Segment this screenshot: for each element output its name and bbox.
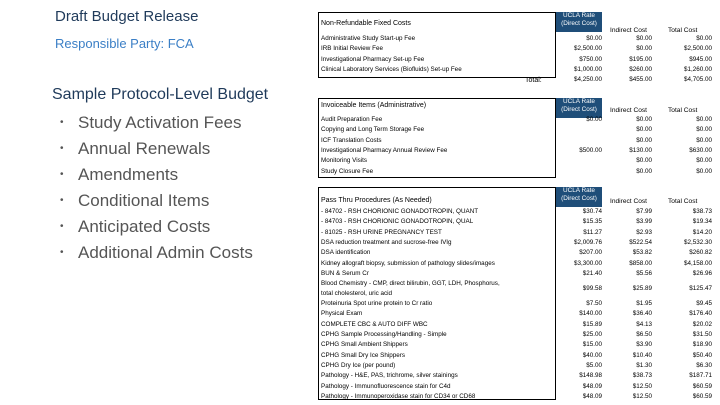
total-cost-cell: $125.47 — [689, 285, 712, 293]
ucla-rate-header: UCLA Rate (Direct Cost) — [556, 187, 602, 207]
row-label: Kidney allograft biopsy, submission of pathology slides/images — [321, 259, 495, 267]
bullet-icon: • — [60, 117, 64, 128]
row-label: Proteinuria Spot urine protein to Cr ratio — [321, 300, 433, 308]
bullet-text: Study Activation Fees — [78, 113, 242, 132]
row-label: COMPLETE CBC & AUTO DIFF WBC — [321, 320, 428, 328]
direct-cost-cell: $0.00 — [586, 116, 602, 123]
table-row — [318, 228, 716, 238]
direct-cost-cell: $48.09 — [582, 382, 602, 390]
table-row — [318, 382, 716, 392]
direct-cost-cell: $30.74 — [582, 208, 602, 215]
indirect-cost-cell: $0.00 — [636, 157, 652, 165]
direct-cost-cell: $500.00 — [579, 146, 602, 154]
indirect-cost-cell: $4.13 — [636, 320, 652, 328]
row-label: DSA reduction treatment and sucrose-free IVIg — [321, 238, 452, 246]
total-cost-cell: $4,158.00 — [683, 259, 712, 267]
indirect-cost-cell: $36.40 — [632, 310, 652, 318]
total-cost-cell: $19.34 — [692, 218, 712, 226]
table-row — [318, 115, 716, 125]
bullet-item — [60, 240, 253, 266]
total-cost-cell: $0.00 — [696, 167, 712, 175]
table-row — [318, 320, 716, 330]
slide-left-panel — [0, 0, 300, 405]
bullet-item — [60, 162, 253, 188]
indirect-cost-cell: $0.00 — [636, 167, 652, 175]
direct-cost-cell: $99.58 — [582, 285, 602, 293]
direct-cost-cell: $40.00 — [582, 351, 602, 359]
indirect-cost-cell: $10.40 — [632, 351, 652, 359]
indirect-cost-cell: $0.00 — [636, 35, 652, 42]
indirect-cost-cell: $3.90 — [636, 341, 652, 349]
invoiceable-items-table — [318, 98, 716, 178]
direct-cost-cell: $750.00 — [579, 55, 602, 63]
table-row — [318, 361, 716, 371]
total-cost-cell: $18.90 — [692, 341, 712, 349]
row-label: CPHG Dry Ice (per pound) — [321, 361, 396, 369]
row-label: IRB Initial Review Fee — [321, 45, 383, 53]
responsible-party: Responsible Party: FCA — [55, 36, 194, 51]
row-label: Pathology - Immunoperoxidase stain for CD34 or CD68 — [321, 392, 476, 400]
total-label: Total: — [525, 77, 542, 84]
total-cost-cell: $31.50 — [692, 331, 712, 338]
direct-cost-cell: $21.40 — [582, 269, 602, 277]
total-cost-cell: $20.02 — [692, 320, 712, 328]
total-cost-cell: $0.00 — [696, 116, 712, 123]
indirect-cost-cell: $1.95 — [636, 300, 652, 308]
bullet-text: Annual Renewals — [78, 139, 211, 158]
indirect-cost-cell: $12.50 — [632, 392, 652, 400]
table-row — [318, 146, 716, 156]
table-row — [318, 55, 716, 65]
indirect-cost-cell: $12.50 — [632, 382, 652, 390]
row-label: ICF Translation Costs — [321, 136, 382, 144]
slide-title: Draft Budget Release — [55, 8, 199, 25]
table-row — [318, 136, 716, 146]
pass-thru-procedures-table — [318, 187, 716, 401]
row-label-line2: total cholesterol, uric acid — [321, 290, 393, 298]
bullet-icon: • — [60, 221, 64, 232]
direct-cost-cell: $7.50 — [586, 300, 602, 308]
bullet-item — [60, 136, 253, 162]
indirect-cost-cell: $5.56 — [636, 269, 652, 277]
direct-cost-cell: $2,500.00 — [573, 45, 602, 53]
row-label: Audit Preparation Fee — [321, 116, 383, 123]
indirect-cost-cell: $25.89 — [632, 285, 652, 293]
table-row — [318, 207, 716, 217]
direct-cost-cell: $2,009.76 — [573, 238, 602, 246]
bullet-list — [60, 110, 253, 266]
row-label: - 84702 - RSH CHORIONIC GONADOTROPIN, QUANT — [321, 208, 479, 215]
bullet-item — [60, 110, 253, 136]
bullet-text: Anticipated Costs — [78, 217, 211, 236]
fixed-costs-table — [318, 12, 716, 90]
table-row — [318, 44, 716, 54]
row-label: Study Closure Fee — [321, 167, 374, 175]
indirect-cost-cell: $858.00 — [629, 259, 652, 267]
total-cost-cell: $0.00 — [696, 35, 712, 42]
indirect-cost-cell: $53.82 — [632, 249, 652, 257]
table-row — [318, 259, 716, 269]
total-cost-header: Total Cost — [668, 198, 698, 205]
table-row — [318, 330, 716, 340]
direct-cost-cell: $11.27 — [583, 228, 602, 236]
direct-cost-cell: $1,000.00 — [573, 65, 602, 73]
bullet-item — [60, 214, 253, 240]
section-heading: Sample Protocol-Level Budget — [52, 86, 269, 103]
section-title: Pass Thru Procedures (As Needed) — [321, 197, 432, 204]
bullet-text: Conditional Items — [78, 191, 210, 210]
table-row — [318, 269, 716, 279]
indirect-cost-header: Indirect Cost — [610, 27, 648, 34]
section-title: Non-Refundable Fixed Costs — [321, 20, 411, 27]
total-cost-cell: $6.30 — [696, 361, 712, 369]
ucla-rate-header: UCLA Rate (Direct Cost) — [556, 98, 602, 118]
indirect-cost-cell: $0.00 — [636, 116, 652, 123]
bullet-item — [60, 188, 253, 214]
indirect-cost-header: Indirect Cost — [610, 107, 648, 114]
row-label: Monitoring Visits — [321, 157, 368, 165]
bullet-icon: • — [60, 169, 64, 180]
total-cost-cell: $0.00 — [696, 157, 712, 165]
indirect-cost-cell: $0.00 — [636, 126, 652, 134]
table-row — [318, 392, 716, 402]
direct-cost-cell: $5.00 — [586, 361, 602, 369]
row-label: Blood Chemistry - CMP, direct bilirubin, GGT, LDH, Phosphorus, — [321, 280, 500, 288]
row-label: - 84703 - RSH CHORIONIC GONADOTROPIN, QUAL — [321, 218, 474, 226]
total-cost-cell: $38.73 — [692, 208, 712, 215]
total-cost-cell: $2,500.00 — [683, 45, 712, 53]
total-row: $4,250.00 $455.00 $4,705.00 — [573, 76, 712, 83]
total-cost-cell: $1,260.00 — [683, 65, 712, 73]
total-cost-cell: $0.00 — [696, 136, 712, 144]
table-row — [318, 299, 716, 309]
total-cost-cell: $60.59 — [692, 382, 712, 390]
indirect-cost-cell: $2.93 — [636, 228, 652, 236]
indirect-cost-cell: $3.99 — [636, 218, 652, 226]
total-cost-cell: $2,532.30 — [683, 238, 712, 246]
indirect-cost-cell: $195.00 — [629, 55, 652, 63]
ucla-rate-header: UCLA Rate (Direct Cost) — [556, 12, 602, 32]
indirect-cost-cell: $522.54 — [629, 238, 652, 246]
total-cost-cell: $60.59 — [692, 392, 712, 400]
row-label: - 81025 - RSH URINE PREGNANCY TEST — [321, 228, 442, 236]
total-cost-header: Total Cost — [668, 107, 698, 114]
indirect-cost-cell: $0.00 — [636, 45, 652, 53]
bullet-text: Amendments — [78, 165, 179, 184]
total-cost-cell: $0.00 — [696, 126, 712, 134]
direct-cost-cell: $3,300.00 — [573, 259, 602, 267]
total-cost-header: Total Cost — [668, 27, 698, 34]
direct-cost-cell: $25.00 — [582, 331, 602, 338]
table-row — [318, 351, 716, 361]
indirect-cost-header: Indirect Cost — [610, 198, 648, 205]
row-label: CPHG Sample Processing/Handling - Simple — [321, 331, 447, 338]
table-row — [318, 309, 716, 319]
bullet-icon: • — [60, 143, 64, 154]
indirect-cost-cell: $0.00 — [636, 136, 652, 144]
row-label: Investigational Pharmacy Set-up Fee — [321, 55, 425, 63]
row-label: DSA identification — [321, 249, 371, 257]
table-row — [318, 279, 716, 299]
table-row — [318, 65, 716, 75]
indirect-cost-cell: $6.50 — [636, 331, 652, 338]
indirect-cost-cell: $130.00 — [629, 146, 652, 154]
direct-cost-cell: $140.00 — [579, 310, 602, 318]
direct-cost-cell: $207.00 — [579, 249, 602, 257]
table-row — [318, 34, 716, 44]
direct-cost-cell: $15.35 — [582, 218, 602, 226]
bullet-icon: • — [60, 195, 64, 206]
row-label: Physical Exam — [321, 310, 363, 318]
table-row — [318, 238, 716, 248]
section-title: Invoiceable Items (Administrative) — [321, 102, 427, 109]
bullet-icon: • — [60, 247, 64, 258]
row-label: Copying and Long Term Storage Fee — [321, 126, 425, 134]
row-label: Investigational Pharmacy Annual Review Fee — [321, 146, 448, 154]
table-row — [318, 156, 716, 166]
row-label: Administrative Study Start-up Fee — [321, 35, 416, 42]
indirect-cost-cell: $38.73 — [632, 372, 652, 380]
direct-cost-cell: $15.89 — [582, 320, 602, 328]
row-label: Pathology - H&E, PAS, trichrome, silver stainings — [321, 372, 458, 380]
direct-cost-cell: $15.00 — [582, 341, 602, 349]
total-cost-cell: $14.20 — [692, 228, 712, 236]
total-cost-cell: $630.00 — [689, 146, 712, 154]
direct-cost-cell: $0.00 — [586, 35, 602, 42]
direct-cost-cell: $48.09 — [582, 392, 602, 400]
table-row — [318, 217, 716, 227]
total-cost-cell: $176.40 — [689, 310, 712, 318]
table-row — [318, 125, 716, 135]
table-row — [318, 167, 716, 177]
direct-cost-cell: $148.98 — [579, 372, 602, 380]
row-label: CPHG Small Dry Ice Shippers — [321, 351, 405, 359]
indirect-cost-cell: $260.00 — [629, 65, 652, 73]
total-cost-cell: $260.82 — [689, 249, 712, 257]
total-cost-cell: $50.40 — [692, 351, 712, 359]
total-cost-cell: $9.45 — [696, 300, 712, 308]
row-label: Pathology - Immunofluorescence stain for C4d — [321, 382, 451, 390]
total-cost-cell: $945.00 — [689, 55, 712, 63]
table-row — [318, 248, 716, 258]
bullet-text: Additional Admin Costs — [78, 243, 253, 262]
indirect-cost-cell: $7.99 — [636, 208, 652, 215]
row-label: BUN & Serum Cr — [321, 269, 369, 277]
row-label: Clinical Laboratory Services (Biofluids) Set-up Fee — [321, 65, 462, 73]
row-label: CPHG Small Ambient Shippers — [321, 341, 408, 349]
total-cost-cell: $187.71 — [689, 372, 712, 380]
table-row — [318, 340, 716, 350]
table-row — [318, 371, 716, 381]
total-cost-cell: $26.96 — [692, 269, 712, 277]
indirect-cost-cell: $1.30 — [636, 361, 652, 369]
